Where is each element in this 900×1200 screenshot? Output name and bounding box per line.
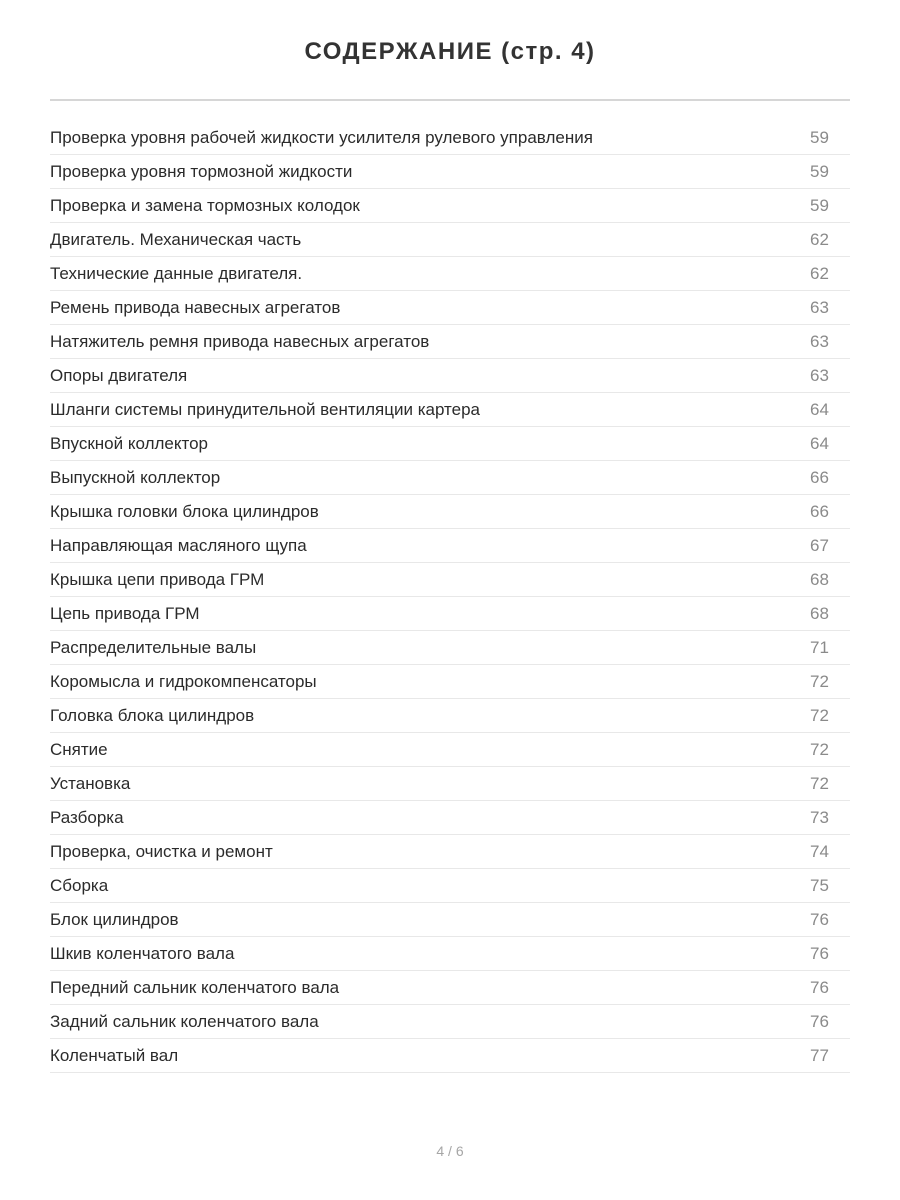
toc-entry-page-number: 66	[810, 468, 829, 487]
toc-entry-title[interactable]: Цепь привода ГРМ	[50, 604, 200, 623]
toc-entry[interactable]	[50, 699, 850, 733]
toc-entry-page-number: 59	[810, 196, 829, 215]
toc-entry-title[interactable]: Ремень привода навесных агрегатов	[50, 298, 341, 317]
toc-entry[interactable]	[50, 257, 850, 291]
toc-entry-title[interactable]: Распределительные валы	[50, 638, 257, 657]
toc-entry-page-number: 73	[810, 808, 829, 827]
toc-entry-page-number: 72	[810, 672, 829, 691]
toc-entry[interactable]	[50, 631, 850, 665]
toc-entry[interactable]	[50, 427, 850, 461]
toc-entry-title[interactable]: Сборка	[50, 876, 109, 895]
toc-entry-page-number: 63	[810, 298, 829, 317]
toc-entry[interactable]	[50, 393, 850, 427]
toc-entry[interactable]	[50, 495, 850, 529]
toc-entry-page-number: 76	[810, 910, 829, 929]
toc-entry-page-number: 62	[810, 264, 829, 283]
toc-entry[interactable]	[50, 835, 850, 869]
toc-entry-title[interactable]: Выпускной коллектор	[50, 468, 221, 487]
toc-entry[interactable]	[50, 1039, 850, 1073]
toc-entry[interactable]	[50, 325, 850, 359]
toc-entry-title[interactable]: Натяжитель ремня привода навесных агрегатов	[50, 332, 430, 351]
toc-entry-page-number: 64	[810, 400, 829, 419]
toc-entry[interactable]	[50, 291, 850, 325]
toc-entry[interactable]	[50, 903, 850, 937]
toc-entry[interactable]	[50, 223, 850, 257]
toc-entry-page-number: 74	[810, 842, 829, 861]
toc-entry-page-number: 67	[810, 536, 829, 555]
toc-entry-page-number: 63	[810, 366, 829, 385]
toc-entry[interactable]	[50, 665, 850, 699]
toc-entry[interactable]	[50, 1005, 850, 1039]
toc-entry-title[interactable]: Разборка	[50, 808, 124, 827]
toc-entry[interactable]	[50, 563, 850, 597]
toc-entry-title[interactable]: Передний сальник коленчатого вала	[50, 978, 340, 997]
toc-entry[interactable]	[50, 461, 850, 495]
toc-entry-title[interactable]: Головка блока цилиндров	[50, 706, 255, 725]
toc-entry-title[interactable]: Проверка, очистка и ремонт	[50, 842, 273, 861]
toc-entry-title[interactable]: Проверка и замена тормозных колодок	[50, 196, 360, 215]
toc-entry-page-number: 77	[810, 1046, 829, 1065]
toc-entry-title[interactable]: Проверка уровня рабочей жидкости усилителя рулевого управления	[50, 128, 593, 147]
toc-entry[interactable]	[50, 529, 850, 563]
toc-entry-page-number: 76	[810, 944, 829, 963]
toc-entry-title[interactable]: Блок цилиндров	[50, 910, 179, 929]
toc-entry-page-number: 64	[810, 434, 829, 453]
toc-entry-title[interactable]: Задний сальник коленчатого вала	[50, 1012, 319, 1031]
toc-entry-page-number: 63	[810, 332, 829, 351]
toc-entry[interactable]	[50, 121, 850, 155]
toc-entry-page-number: 72	[810, 740, 829, 759]
toc-entry[interactable]	[50, 971, 850, 1005]
toc-entry-title[interactable]: Крышка цепи привода ГРМ	[50, 570, 265, 589]
title-divider	[50, 99, 850, 101]
toc-entry-page-number: 71	[810, 638, 829, 657]
toc-entry-title[interactable]: Опоры двигателя	[50, 366, 188, 385]
toc-entry-title[interactable]: Шланги системы принудительной вентиляции картера	[50, 400, 481, 419]
toc-entry-title[interactable]: Проверка уровня тормозной жидкости	[50, 162, 353, 181]
toc-entry-page-number: 68	[810, 570, 829, 589]
toc-entry-title[interactable]: Шкив коленчатого вала	[50, 944, 235, 963]
toc-entry[interactable]	[50, 359, 850, 393]
toc-entry[interactable]	[50, 937, 850, 971]
toc-entry-title[interactable]: Двигатель. Механическая часть	[50, 230, 302, 249]
toc-entry-title[interactable]: Направляющая масляного щупа	[50, 536, 307, 555]
table-of-contents	[50, 121, 850, 1073]
toc-entry-page-number: 59	[810, 128, 829, 147]
toc-entry-page-number: 72	[810, 706, 829, 725]
toc-entry[interactable]	[50, 801, 850, 835]
toc-entry-title[interactable]: Коромысла и гидрокомпенсаторы	[50, 672, 317, 691]
toc-entry-page-number: 66	[810, 502, 829, 521]
page-title: СОДЕРЖАНИЕ (стр. 4)	[304, 38, 596, 65]
toc-entry[interactable]	[50, 869, 850, 903]
toc-entry-title[interactable]: Крышка головки блока цилиндров	[50, 502, 319, 521]
toc-entry[interactable]	[50, 189, 850, 223]
toc-entry-page-number: 62	[810, 230, 829, 249]
toc-entry[interactable]	[50, 733, 850, 767]
toc-entry[interactable]	[50, 155, 850, 189]
toc-entry[interactable]	[50, 597, 850, 631]
toc-entry-title[interactable]: Коленчатый вал	[50, 1046, 179, 1065]
toc-entry-page-number: 68	[810, 604, 829, 623]
toc-entry-title[interactable]: Технические данные двигателя.	[50, 264, 303, 283]
toc-entry-page-number: 75	[810, 876, 829, 895]
page-indicator: 4 / 6	[436, 1143, 464, 1159]
toc-entry-page-number: 59	[810, 162, 829, 181]
toc-entry[interactable]	[50, 767, 850, 801]
toc-entry-title[interactable]: Впускной коллектор	[50, 434, 208, 453]
toc-entry-page-number: 72	[810, 774, 829, 793]
toc-entry-title[interactable]: Установка	[50, 774, 131, 793]
toc-entry-page-number: 76	[810, 1012, 829, 1031]
toc-entry-title[interactable]: Снятие	[50, 740, 108, 759]
toc-entry-page-number: 76	[810, 978, 829, 997]
